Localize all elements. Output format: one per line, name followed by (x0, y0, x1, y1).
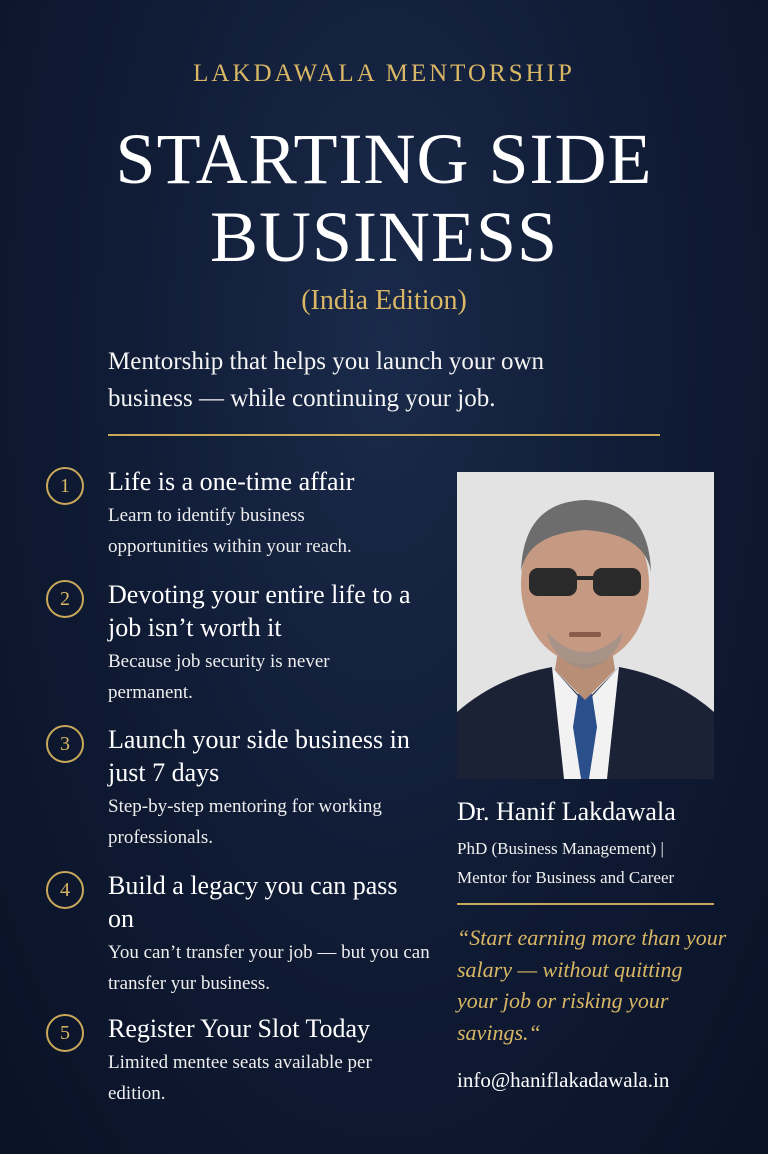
point-number: 2 (46, 580, 84, 618)
divider-mentor (457, 903, 714, 905)
divider-top (108, 434, 660, 436)
point-number: 5 (46, 1014, 84, 1052)
page-title (0, 120, 768, 276)
mentor-name: Dr. Hanif Lakdawala (457, 797, 676, 826)
point-description: Step-by-step mentoring for working professionals. (108, 796, 382, 848)
tagline-line-2: business — while continuing your job. (108, 385, 496, 412)
point-title: Devoting your entire life to a job isn’t worth it (108, 580, 411, 642)
point-title: Register Your Slot Today (108, 1014, 371, 1043)
title-line-2: BUSINESS (209, 197, 559, 277)
mentor-role-line-2: Mentor for Business and Career (457, 868, 675, 887)
point-description: Learn to identify business opportunities within your reach. (108, 505, 352, 557)
point-number: 1 (46, 467, 84, 505)
mentor-credentials (457, 834, 747, 892)
testimonial-quote: “Start earning more than your salary — without quitting your job or risking your savings.“ (457, 925, 727, 1045)
point-title: Launch your side business in just 7 days (108, 725, 410, 787)
point-item (46, 869, 446, 999)
brand-heading: LAKDAWALA MENTORSHIP (193, 60, 575, 87)
point-title: Build a legacy you can pass on (108, 871, 398, 933)
mentor-role-line-1: PhD (Business Management) | (457, 839, 664, 858)
point-item (46, 723, 446, 853)
contact-email[interactable]: info@haniflakadawala.in (457, 1068, 670, 1092)
point-number: 4 (46, 871, 84, 909)
edition-subtitle: (India Edition) (301, 285, 467, 316)
point-number: 3 (46, 725, 84, 763)
point-description: Because job security is never permanent. (108, 651, 330, 703)
point-title: Life is a one-time affair (108, 467, 355, 496)
point-description: Limited mentee seats available per edition. (108, 1052, 372, 1104)
portrait-illustration (457, 472, 714, 779)
title-line-1: STARTING SIDE (115, 119, 653, 199)
mentor-photo (457, 472, 714, 779)
point-item (46, 465, 446, 562)
point-item (46, 1012, 446, 1109)
tagline-line-1: Mentorship that helps you launch your own (108, 348, 545, 375)
point-item (46, 578, 446, 708)
tagline (108, 343, 668, 417)
point-description: You can’t transfer your job — but you can transfer yur business. (108, 942, 430, 994)
